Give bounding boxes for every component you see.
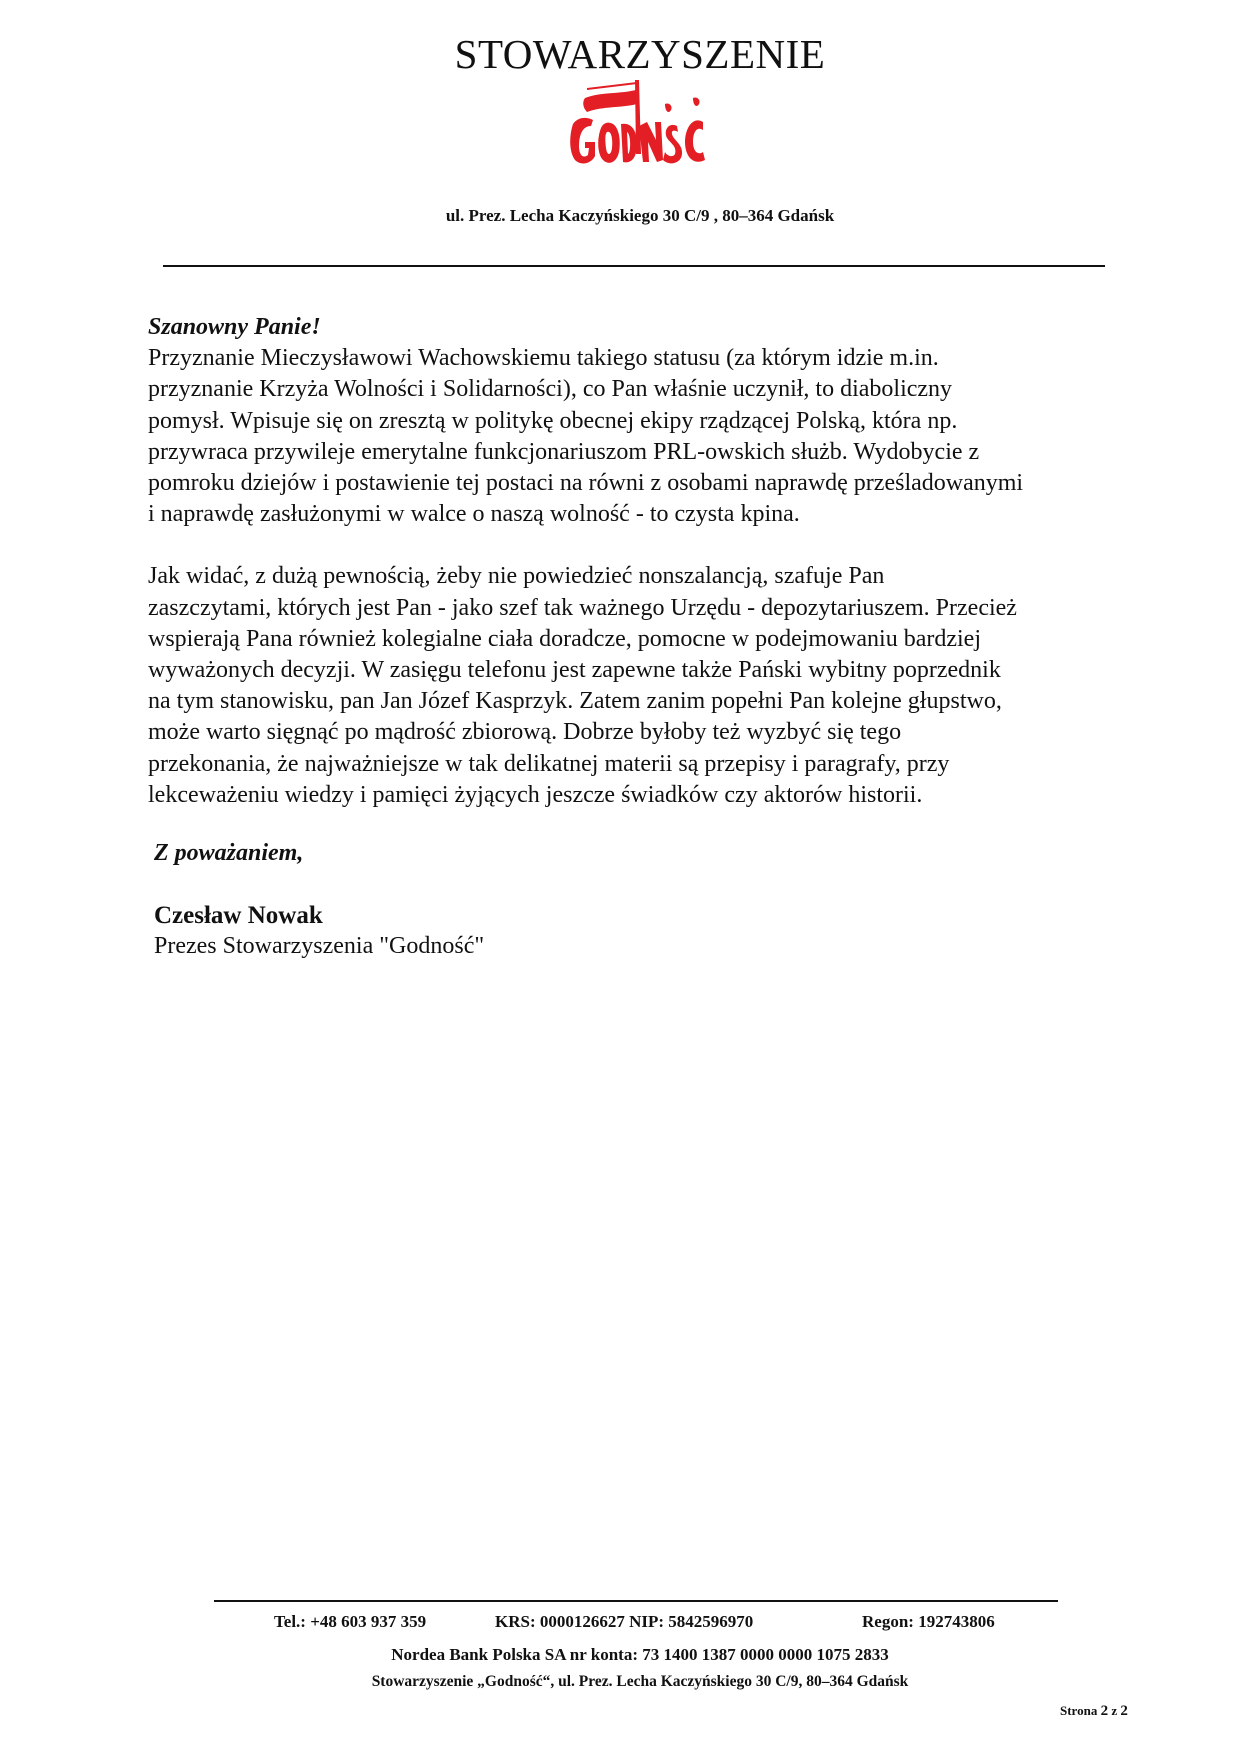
signature-name: Czesław Nowak: [154, 902, 323, 929]
page-separator: z: [1111, 1703, 1118, 1718]
organization-title: STOWARZYSZENIE: [454, 31, 826, 77]
closing: Z poważaniem,: [154, 840, 304, 866]
page-label: Strona: [1060, 1703, 1098, 1718]
footer-address: Stowarzyszenie „Godność“, ul. Prez. Lecha Kaczyńskiego 30 C/9, 80–364 Gdańsk: [371, 1673, 909, 1690]
footer-krs-nip: KRS: 0000126627 NIP: 5842596970: [495, 1612, 754, 1631]
letter-body: [148, 312, 1148, 811]
godnosc-logo: [565, 76, 715, 176]
salutation: Szanowny Panie!: [148, 314, 321, 340]
paragraph-2: Jak widać, z dużą pewnością, żeby nie powiedzieć nonszalancją, szafuje Pan zaszczytami, których jest Pan - jako szef tak ważnego Urzędu - depozytariuszem. Przecież wspierają Pana również kolegialne ciała doradcze, pomocne w podejmowaniu bardziej wyważonych decyzji. W zasięgu telefonu jest zapewne także Pański wybitny poprzednik na tym stanowisku, pan Jan Józef Kasprzyk. Zatem zanim popełni Pan kolejne głupstwo, może warto sięgnąć po mądrość zbiorową. Dobrze byłoby też wyzbyć się tego przekonania, że najważniejsze w tak delikatnej materii są przepisy i paragrafy, przy lekceważeniu wiedzy i pamięci żyjących jeszcze świadków czy aktorów historii.: [148, 563, 1017, 808]
footer-bank-account: Nordea Bank Polska SA nr konta: 73 1400 1387 0000 0000 1075 2833: [391, 1645, 889, 1664]
footer-divider: [214, 1600, 1058, 1602]
footer-regon: Regon: 192743806: [862, 1612, 995, 1631]
page-current: 2: [1100, 1703, 1109, 1719]
header-address: ul. Prez. Lecha Kaczyńskiego 30 C/9 , 80–364 Gdańsk: [445, 206, 835, 225]
paragraph-1: Przyznanie Mieczysławowi Wachowskiemu takiego statusu (za którym idzie m.in. przyznanie Krzyża Wolności i Solidarności), co Pan właśnie uczynił, to diaboliczny pomysł. Wpisuje się on zresztą w politykę obecnej ekipy rządzącej Polską, która np. przywraca przywileje emerytalne funkcjonariuszom PRL-owskich służb. Wydobycie z pomroku dziejów i postawienie tej postaci na równi z osobami naprawdę prześladowanymi i naprawdę zasłużonymi w walce o naszą wolność - to czysta kpina.: [148, 345, 1024, 528]
header-divider: [163, 265, 1105, 267]
page-total: 2: [1120, 1703, 1128, 1719]
signature-title: Prezes Stowarzyszenia "Godność": [154, 933, 485, 959]
footer-phone: Tel.: +48 603 937 359: [274, 1612, 427, 1631]
page-number: [1060, 1703, 1128, 1720]
